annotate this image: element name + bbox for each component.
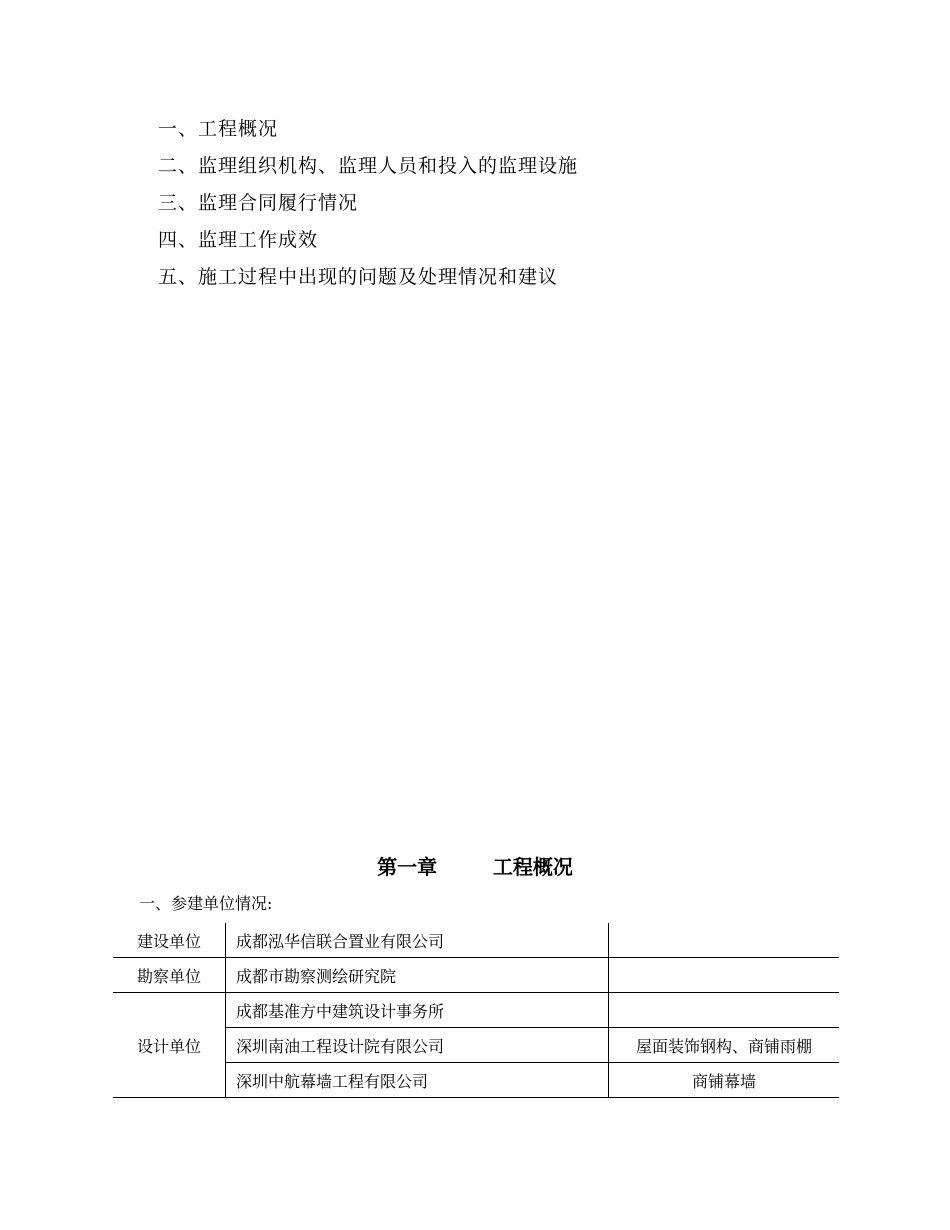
organization-cell: 成都泓华信联合置业有限公司	[226, 923, 609, 958]
table-row	[113, 993, 839, 1028]
toc-item: 五、施工过程中出现的问题及处理情况和建议	[158, 266, 559, 288]
organization-cell: 成都基准方中建筑设计事务所	[226, 993, 609, 1028]
organization-cell: 深圳南油工程设计院有限公司	[226, 1028, 609, 1063]
organization-cell: 成都市勘察测绘研究院	[226, 958, 609, 993]
participants-table	[113, 923, 839, 1098]
toc-item: 三、监理合同履行情况	[158, 192, 359, 214]
scope-cell	[609, 923, 840, 958]
table-row	[113, 923, 839, 958]
organization-cell: 深圳中航幕墙工程有限公司	[226, 1063, 609, 1098]
toc-item: 二、监理组织机构、监理人员和投入的监理设施	[158, 155, 579, 177]
unit-type-cell: 勘察单位	[113, 958, 226, 993]
unit-type-cell: 建设单位	[113, 923, 226, 958]
unit-type-cell: 设计单位	[113, 993, 226, 1098]
toc-item: 一、工程概况	[158, 118, 279, 140]
scope-cell: 商铺幕墙	[609, 1063, 840, 1098]
table-row	[113, 958, 839, 993]
scope-cell: 屋面装饰钢构、商铺雨棚	[609, 1028, 840, 1063]
table-of-contents	[158, 111, 578, 296]
scope-cell	[609, 993, 840, 1028]
scope-cell	[609, 958, 840, 993]
toc-item: 四、监理工作成效	[158, 229, 319, 251]
chapter-title: 第一章 工程概况	[377, 855, 573, 879]
section-heading: 一、参建单位情况:	[139, 894, 273, 913]
